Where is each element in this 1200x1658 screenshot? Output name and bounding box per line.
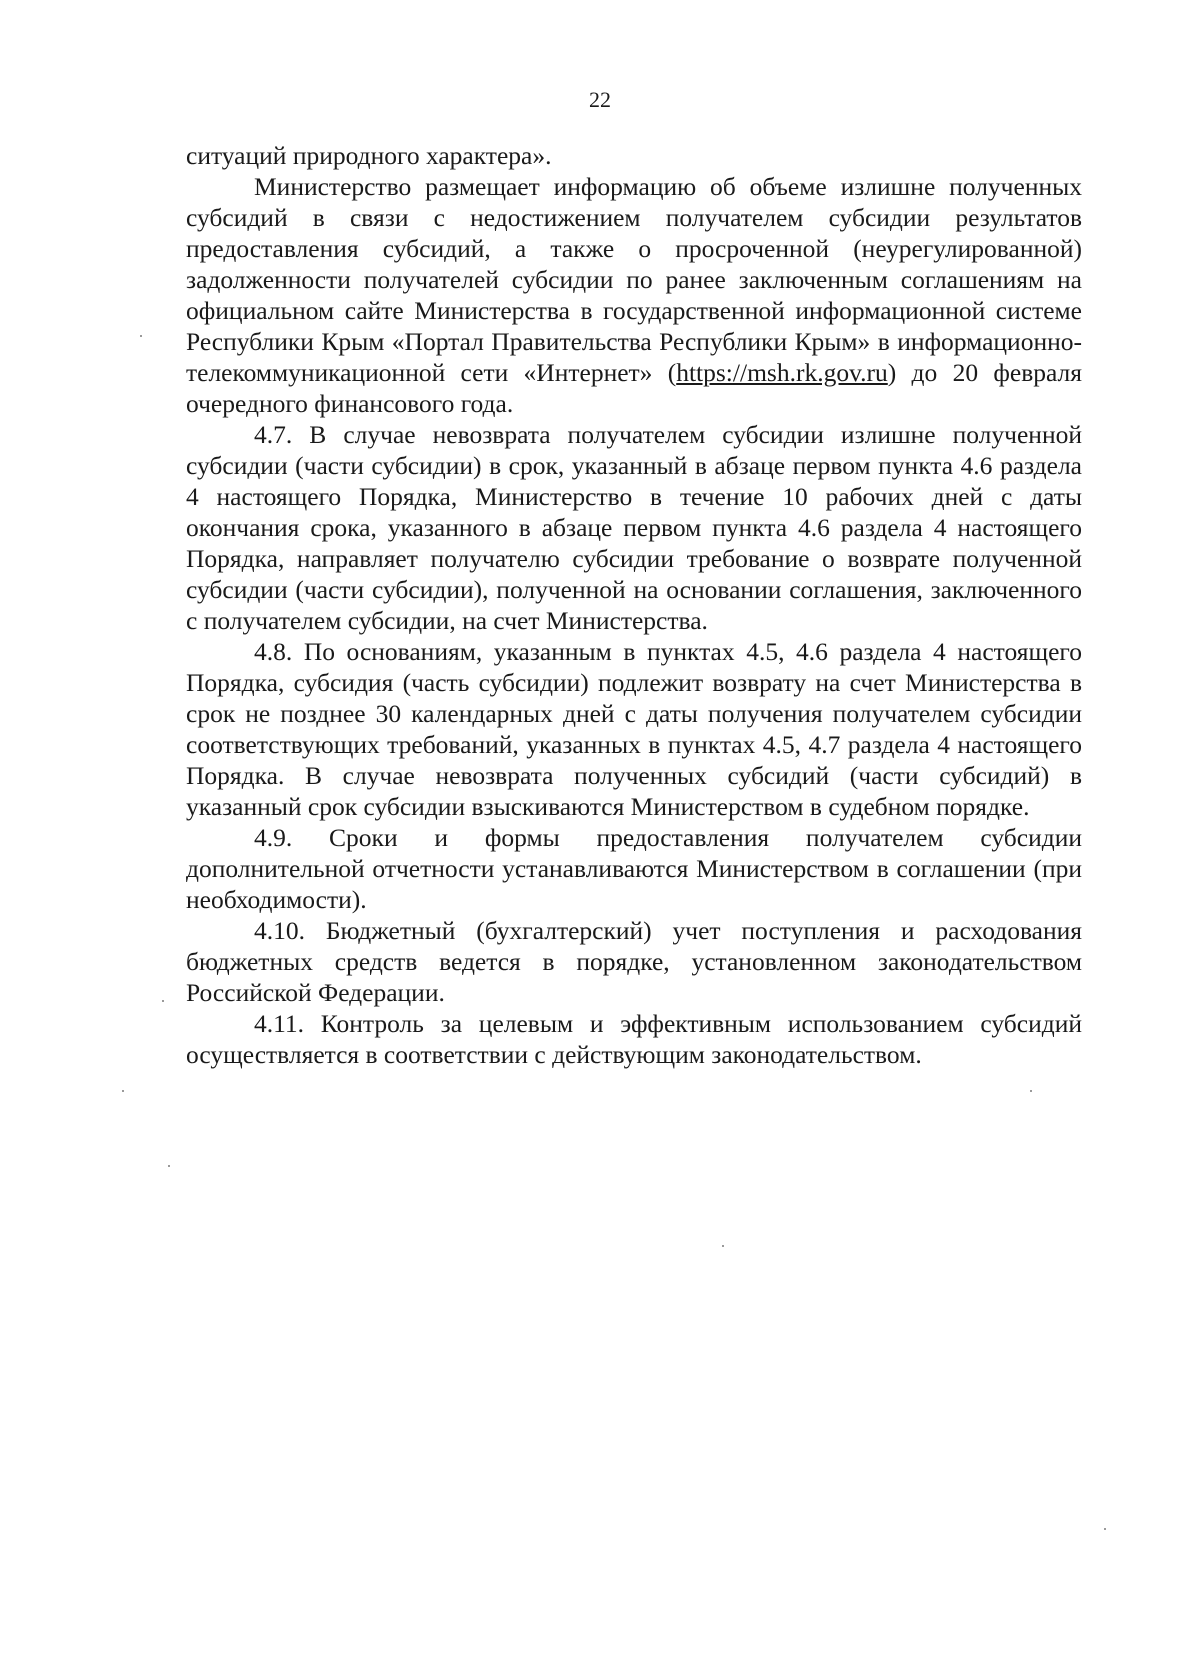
- paragraph-4-8: 4.8. По основаниям, указанным в пунктах 4.5, 4.6 раздела 4 настоящего Порядка, субсидия (часть субсидии) подлежит возврату на счет Министерства в срок не позднее 30 календарных дней с даты получения получателем субсидии соответствующих требований, указанных в пунктах 4.5, 4.7 раздела 4 настоящего Порядка. В случае невозврата полученных субсидий (части субсидий) в указанный срок субсидии взыскиваются Министерством в судебном порядке.: [186, 637, 1082, 821]
- paragraph-text-before-link: Министерство размещает информацию об объеме излишне полученных субсидий в связи с недостижением получателем субсидии результатов предоставления субсидий, а также о просроченной (неурегулированной) задолженности получателей субсидии по ранее заключенным соглашениям на официальном сайте Министерства в государственной информационной системе Республики Крым «Портал Правительства Республики Крым» в информационно-телекоммуникационной сети «Интернет» (: [186, 172, 1082, 387]
- paragraph-continuation: ситуаций природного характера».: [186, 141, 552, 170]
- scan-speck: [122, 1090, 124, 1092]
- scan-speck: [722, 1245, 724, 1247]
- page-number: 22: [589, 87, 611, 112]
- scan-speck: [140, 335, 142, 337]
- scan-speck: [168, 1165, 170, 1167]
- document-body: [186, 140, 1082, 1070]
- paragraph-4-10: 4.10. Бюджетный (бухгалтерский) учет поступления и расходования бюджетных средств ведется в порядке, установленном законодательством Российской Федерации.: [186, 916, 1082, 1007]
- paragraph-text-after-link: ) до 20 февраля очередного финансового года.: [186, 358, 1082, 418]
- scan-speck: [162, 1000, 164, 1002]
- ministry-website-link[interactable]: https://msh.rk.gov.ru: [676, 358, 888, 387]
- paragraph-4-11: 4.11. Контроль за целевым и эффективным использованием субсидий осуществляется в соответствии с действующим законодательством.: [186, 1009, 1082, 1069]
- scan-speck: [1104, 1528, 1106, 1530]
- paragraph-4-7: 4.7. В случае невозврата получателем субсидии излишне полученной субсидии (части субсидии) в срок, указанный в абзаце первом пункта 4.6 раздела 4 настоящего Порядка, Министерство в течение 10 рабочих дней с даты окончания срока, указанного в абзаце первом пункта 4.6 раздела 4 настоящего Порядка, направляет получателю субсидии требование о возврате полученной субсидии (части субсидии), полученной на основании соглашения, заключенного с получателем субсидии, на счет Министерства.: [186, 420, 1082, 635]
- scan-speck: [1030, 1090, 1032, 1092]
- paragraph-ministry-info: [186, 171, 1082, 419]
- paragraph-4-9: 4.9. Сроки и формы предоставления получателем субсидии дополнительной отчетности устанавливаются Министерством в соглашении (при необходимости).: [186, 823, 1082, 914]
